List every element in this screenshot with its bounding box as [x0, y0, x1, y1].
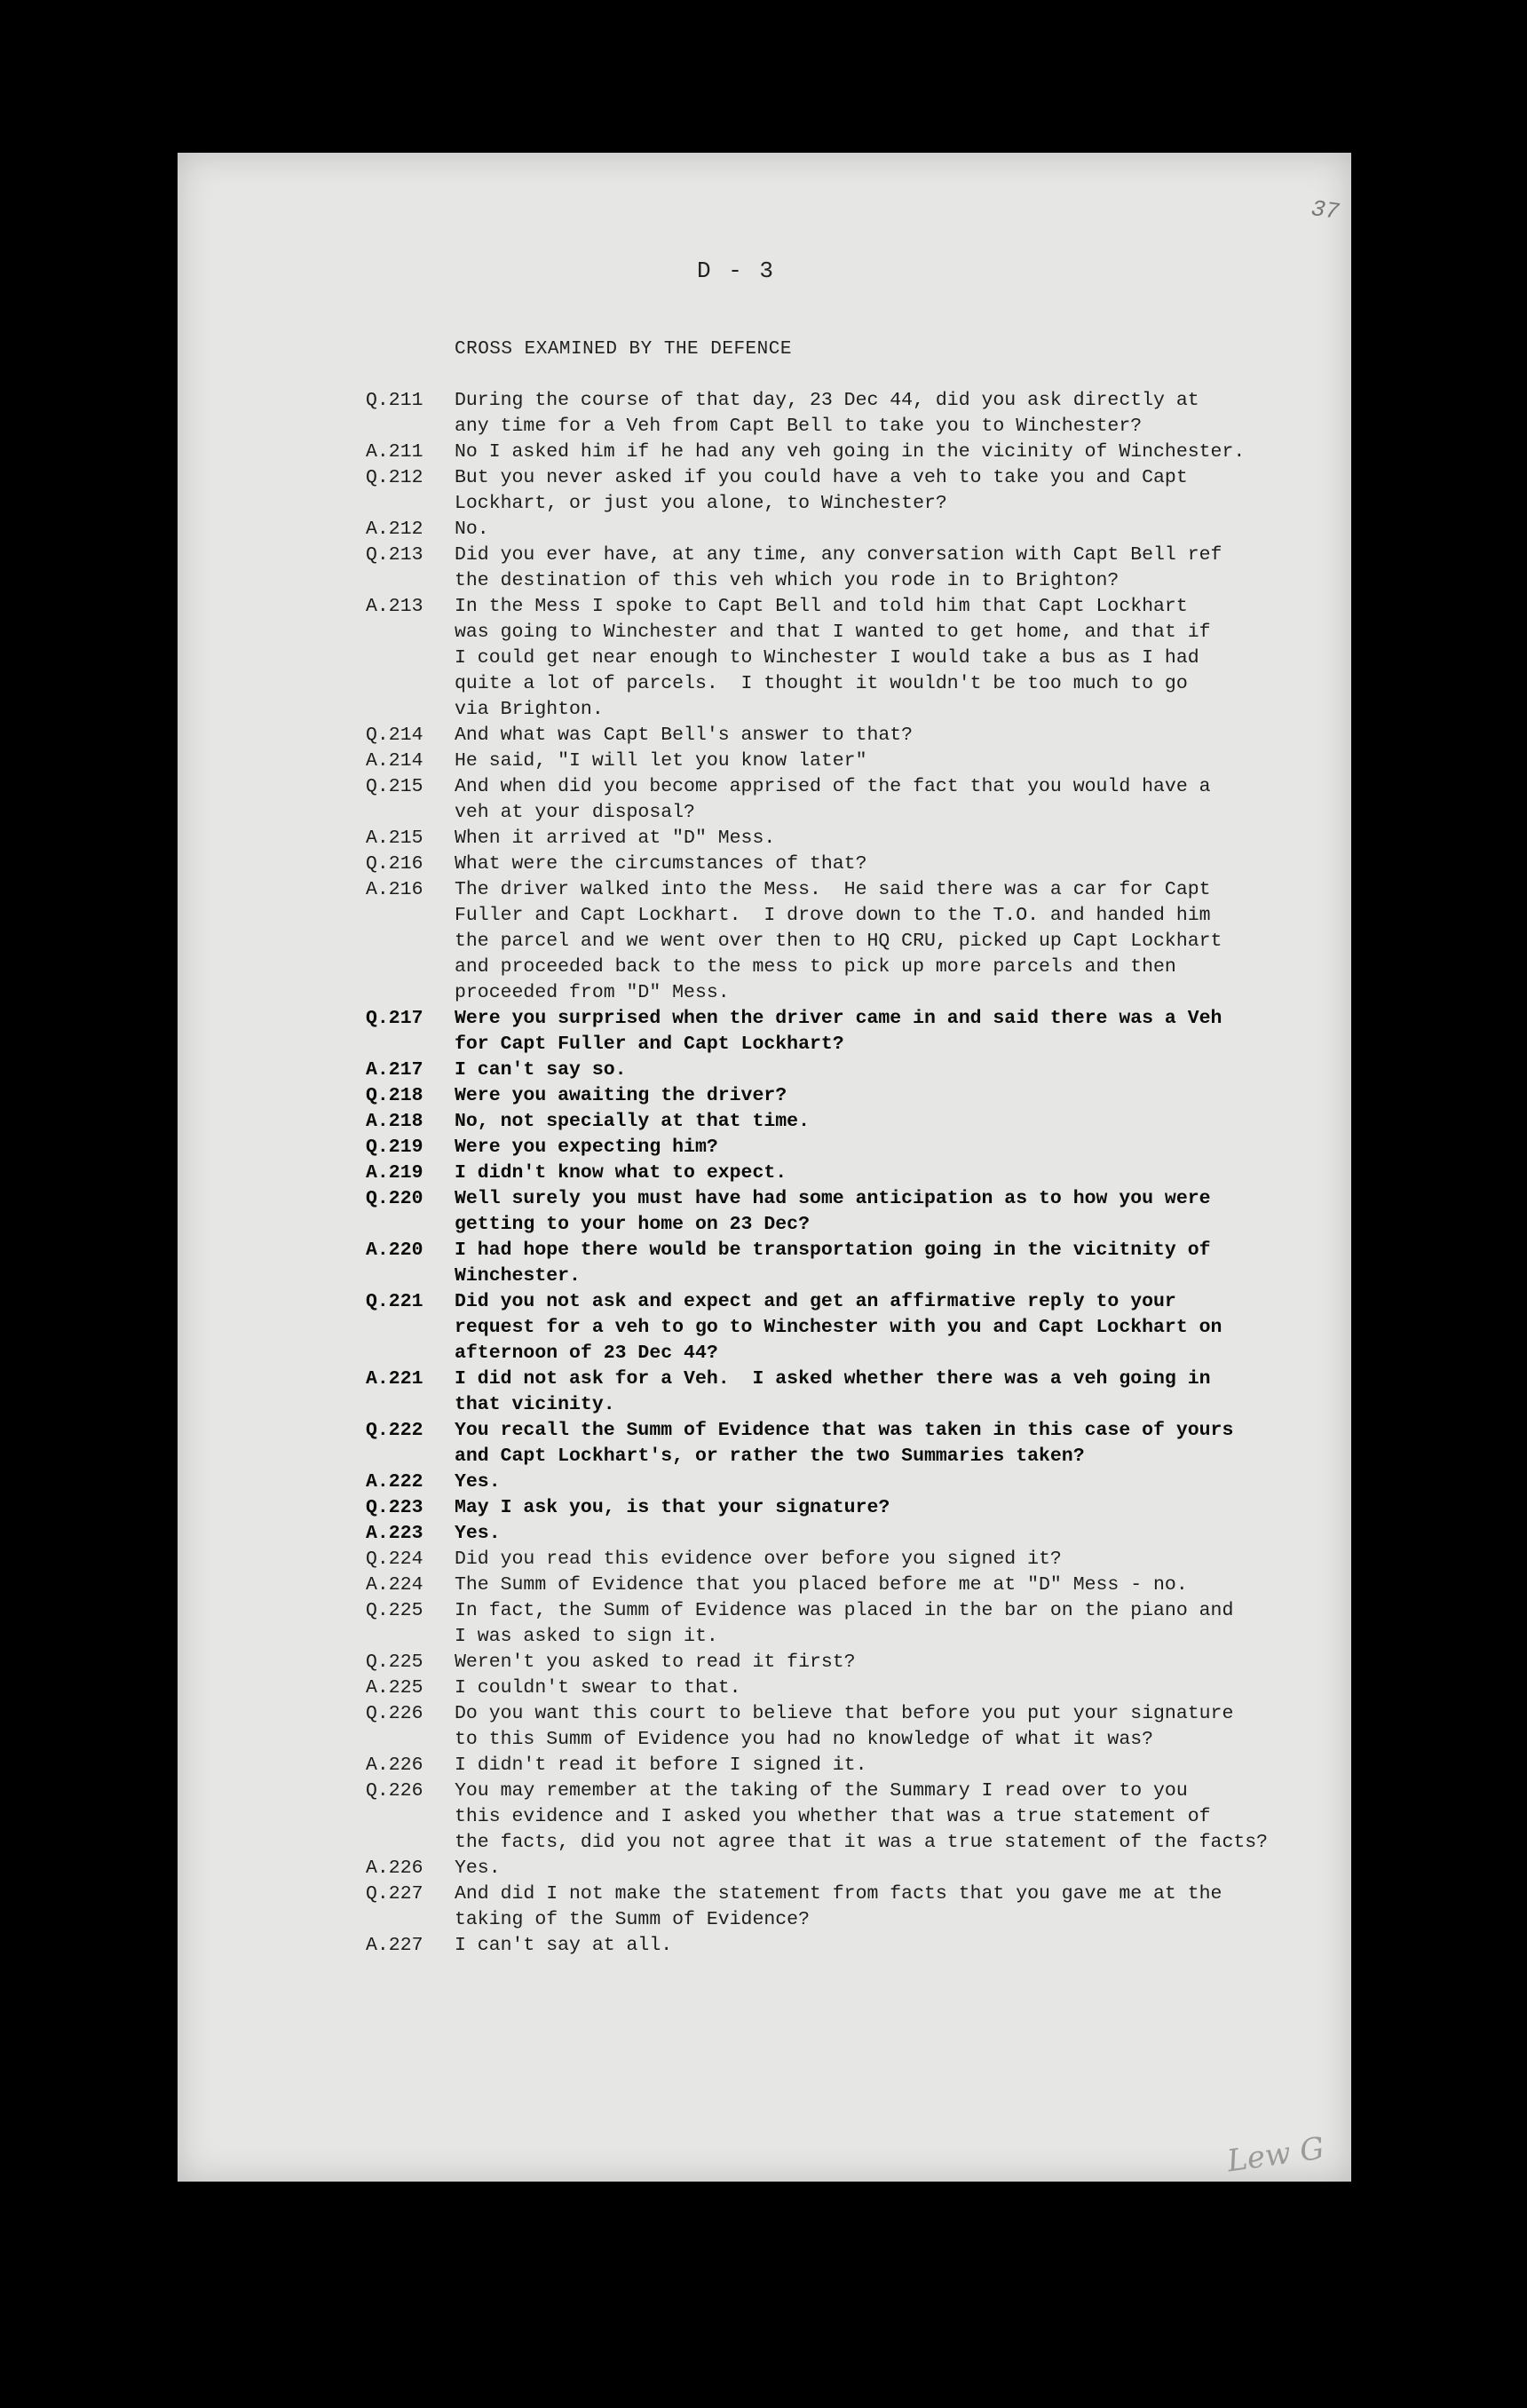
transcript-entry: [366, 723, 1333, 749]
entry-text: Were you awaiting the driver?: [455, 1085, 787, 1106]
transcript-entry: [366, 1881, 1333, 1933]
entry-text: No I asked him if he had any veh going in the vicinity of Winchester.: [455, 441, 1246, 463]
entry-number: A.218: [366, 1111, 423, 1132]
transcript-entry: [366, 1521, 1333, 1547]
entry-text: He said, "I will let you know later": [455, 750, 867, 772]
entry-text: Well surely you must have had some anticipation as to how you were getting to your home on 23 Dec?: [455, 1188, 1211, 1235]
transcript-entry: [366, 774, 1333, 826]
entry-text: No, not specially at that time.: [455, 1111, 810, 1132]
transcript-entry: [366, 749, 1333, 774]
document-page: [178, 153, 1351, 2182]
transcript-entry: [366, 877, 1333, 1006]
transcript-entry: [366, 465, 1333, 517]
transcript-entry: [366, 1289, 1333, 1366]
entry-text: In fact, the Summ of Evidence was placed in the bar on the piano and I was asked to sign it.: [455, 1600, 1234, 1647]
entry-number: Q.224: [366, 1549, 423, 1570]
entry-text: You recall the Summ of Evidence that was taken in this case of yours and Capt Lockhart's, or rather the two Summaries taken?: [455, 1420, 1234, 1467]
entry-number: A.225: [366, 1677, 423, 1699]
entry-number: A.224: [366, 1574, 423, 1596]
page-number: D - 3: [697, 257, 776, 284]
entry-text: Did you ever have, at any time, any conversation with Capt Bell ref the destination of this veh which you rode in to Brighton?: [455, 544, 1222, 591]
transcript-entry: [366, 1856, 1333, 1881]
entry-text: Weren't you asked to read it first?: [455, 1652, 856, 1673]
entry-number: A.219: [366, 1162, 423, 1184]
entry-number: A.221: [366, 1368, 423, 1390]
transcript-entry: [366, 1160, 1333, 1186]
transcript-entry: [366, 1469, 1333, 1495]
transcript-entry: [366, 1366, 1333, 1418]
transcript-entry: [366, 1598, 1333, 1650]
entry-text: I couldn't swear to that.: [455, 1677, 741, 1699]
entry-number: Q.223: [366, 1497, 423, 1518]
entry-number: Q.213: [366, 544, 423, 566]
transcript-entry: [366, 517, 1333, 543]
entry-text: Did you not ask and expect and get an affirmative reply to your request for a veh to go to Winchester with you and Capt Lockhart on afternoon of 23 Dec 44?: [455, 1291, 1222, 1364]
entry-text: I can't say at all.: [455, 1935, 673, 1956]
entry-number: A.211: [366, 441, 423, 463]
entry-number: Q.214: [366, 725, 423, 746]
transcript-entry: [366, 1186, 1333, 1238]
entry-number: A.213: [366, 596, 423, 617]
transcript-entry: [366, 1006, 1333, 1057]
entry-number: A.220: [366, 1240, 423, 1261]
entry-text: May I ask you, is that your signature?: [455, 1497, 890, 1518]
entry-number: Q.218: [366, 1085, 423, 1106]
entry-text: Were you surprised when the driver came in and said there was a Veh for Capt Fuller and Capt Lockhart?: [455, 1008, 1222, 1055]
entry-number: Q.216: [366, 853, 423, 875]
entry-text: I can't say so.: [455, 1059, 627, 1081]
transcript: [366, 388, 1333, 1959]
transcript-entry: [366, 594, 1333, 723]
transcript-entry: [366, 1547, 1333, 1572]
section-heading: CROSS EXAMINED BY THE DEFENCE: [455, 339, 792, 360]
entry-number: Q.211: [366, 390, 423, 411]
entry-text: I didn't read it before I signed it.: [455, 1755, 867, 1776]
entry-text: And when did you become apprised of the fact that you would have a veh at your disposal?: [455, 776, 1211, 823]
entry-text: I didn't know what to expect.: [455, 1162, 787, 1184]
transcript-entry: [366, 1135, 1333, 1160]
entry-text: In the Mess I spoke to Capt Bell and told him that Capt Lockhart was going to Winchester and that I wanted to get home, and that if I could get near enough to Winchester I would take a bus as I had quite a lot of parcels. I thought it wouldn't be too much to go via Brighton.: [455, 596, 1211, 720]
entry-text: I did not ask for a Veh. I asked whether there was a veh going in that vicinity.: [455, 1368, 1211, 1415]
entry-number: A.216: [366, 879, 423, 900]
entry-number: Q.221: [366, 1291, 423, 1312]
transcript-entry: [366, 1701, 1333, 1753]
transcript-entry: [366, 388, 1333, 440]
transcript-entry: [366, 826, 1333, 852]
entry-number: Q.225: [366, 1652, 423, 1673]
signature-initials: Lew G: [1224, 2130, 1327, 2180]
transcript-entry: [366, 1675, 1333, 1701]
entry-text: Yes.: [455, 1857, 501, 1879]
entry-text: The driver walked into the Mess. He said there was a car for Capt Fuller and Capt Lockhart. I drove down to the T.O. and handed him the parcel and we went over then to HQ CRU, picked up Capt Lockhart and proceeded back to the mess to pick up more parcels and then proceeded from "D" Mess.: [455, 879, 1222, 1003]
transcript-entry: [366, 1238, 1333, 1289]
entry-text: When it arrived at "D" Mess.: [455, 828, 776, 849]
entry-text: And did I not make the statement from facts that you gave me at the taking of the Summ of Evidence?: [455, 1883, 1222, 1930]
transcript-entry: [366, 543, 1333, 594]
entry-number: Q.217: [366, 1008, 423, 1029]
entry-number: A.217: [366, 1059, 423, 1081]
entry-text: I had hope there would be transportation going in the vicitnity of Winchester.: [455, 1240, 1211, 1287]
entry-text: Do you want this court to believe that before you put your signature to this Summ of Evidence you had no knowledge of what it was?: [455, 1703, 1234, 1750]
transcript-entry: [366, 1057, 1333, 1083]
transcript-entry: [366, 1418, 1333, 1469]
entry-text: No.: [455, 519, 489, 540]
entry-text: Yes.: [455, 1523, 501, 1544]
entry-text: Did you read this evidence over before you signed it?: [455, 1549, 1062, 1570]
entry-number: Q.219: [366, 1137, 423, 1158]
transcript-entry: [366, 1778, 1333, 1856]
entry-number: A.212: [366, 519, 423, 540]
entry-number: A.227: [366, 1935, 423, 1956]
transcript-entry: [366, 1933, 1333, 1959]
entry-number: A.226: [366, 1857, 423, 1879]
transcript-entry: [366, 852, 1333, 877]
entry-number: A.223: [366, 1523, 423, 1544]
entry-text: Yes.: [455, 1471, 501, 1493]
entry-number: A.226: [366, 1755, 423, 1776]
entry-text: During the course of that day, 23 Dec 44, did you ask directly at any time for a Veh from Capt Bell to take you to Winchester?: [455, 390, 1199, 437]
entry-number: Q.225: [366, 1600, 423, 1621]
entry-text: But you never asked if you could have a veh to take you and Capt Lockhart, or just you alone, to Winchester?: [455, 467, 1188, 514]
entry-number: Q.220: [366, 1188, 423, 1209]
entry-number: A.214: [366, 750, 423, 772]
entry-number: Q.226: [366, 1703, 423, 1724]
entry-text: What were the circumstances of that?: [455, 853, 867, 875]
transcript-entry: [366, 1753, 1333, 1778]
transcript-entry: [366, 1083, 1333, 1109]
entry-number: Q.222: [366, 1420, 423, 1441]
entry-number: Q.226: [366, 1780, 423, 1802]
transcript-entry: [366, 1572, 1333, 1598]
entry-number: A.215: [366, 828, 423, 849]
transcript-entry: [366, 1650, 1333, 1675]
entry-number: Q.227: [366, 1883, 423, 1905]
entry-text: You may remember at the taking of the Summary I read over to you this evidence and I asked you whether that was a true statement of the facts, did you not agree that it was a true statement of the facts?: [455, 1780, 1269, 1853]
transcript-entry: [366, 1109, 1333, 1135]
entry-number: Q.212: [366, 467, 423, 488]
entry-number: Q.215: [366, 776, 423, 797]
entry-text: The Summ of Evidence that you placed before me at "D" Mess - no.: [455, 1574, 1188, 1596]
entry-number: A.222: [366, 1471, 423, 1493]
entry-text: Were you expecting him?: [455, 1137, 718, 1158]
corner-page-mark: 37: [1309, 194, 1341, 226]
transcript-entry: [366, 440, 1333, 465]
transcript-entry: [366, 1495, 1333, 1521]
entry-text: And what was Capt Bell's answer to that?: [455, 725, 914, 746]
